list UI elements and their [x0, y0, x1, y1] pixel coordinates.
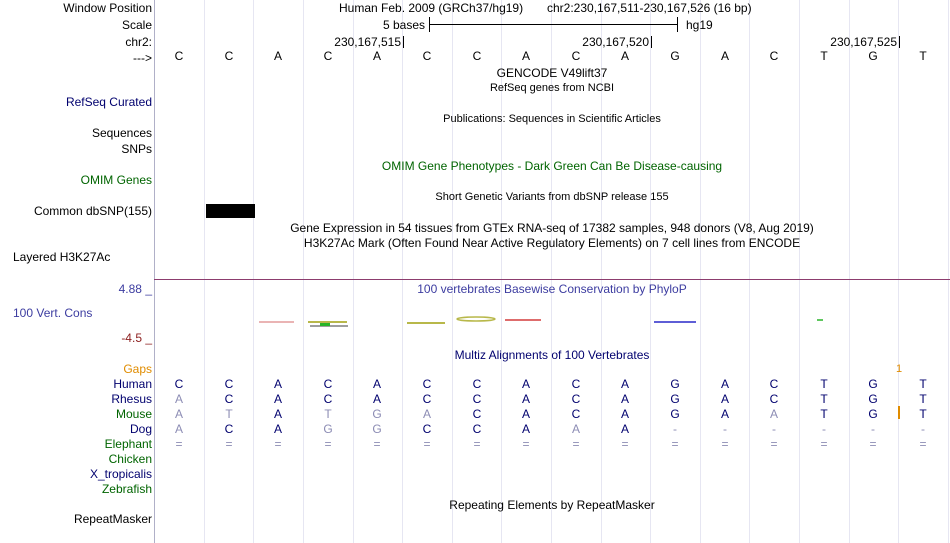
- aligned-base: C: [422, 377, 432, 391]
- aligned-base: A: [720, 377, 730, 391]
- base-letter: A: [720, 49, 730, 63]
- aligned-base: A: [273, 407, 283, 421]
- base-letter: T: [919, 49, 927, 63]
- cons-max-label: 4.88 _: [118, 282, 152, 296]
- aligned-base: A: [273, 422, 283, 436]
- aligned-base: G: [323, 422, 333, 436]
- aligned-base: C: [472, 392, 482, 406]
- base-letter: A: [620, 49, 630, 63]
- layered-h3k27ac-label[interactable]: Layered H3K27Ac: [13, 250, 111, 264]
- aligned-base: G: [868, 407, 878, 421]
- aligned-base: A: [571, 422, 581, 436]
- aligned-base: T: [820, 407, 828, 421]
- aligned-base: A: [273, 377, 283, 391]
- aligned-base: =: [869, 437, 877, 451]
- gencode-track-title[interactable]: GENCODE V49lift37: [496, 66, 608, 80]
- position-tick-1: 230,167,515: [334, 35, 401, 49]
- aligned-base: =: [820, 437, 828, 451]
- aligned-base: G: [868, 392, 878, 406]
- aligned-base: G: [670, 407, 680, 421]
- aligned-base: C: [174, 377, 184, 391]
- aligned-base: =: [423, 437, 431, 451]
- aligned-base: A: [521, 392, 531, 406]
- aligned-base: -: [772, 422, 776, 436]
- alignment-glyph-olive-2: [457, 317, 495, 321]
- species-label[interactable]: Human: [113, 377, 152, 391]
- scale-db-label: hg19: [686, 18, 713, 32]
- gaps-marker: 1: [896, 363, 903, 375]
- aligned-base: =: [919, 437, 927, 451]
- aligned-base: -: [871, 422, 875, 436]
- aligned-base: C: [422, 422, 432, 436]
- aligned-base: A: [769, 407, 779, 421]
- aligned-base: =: [473, 437, 481, 451]
- aligned-base: C: [422, 392, 432, 406]
- species-label[interactable]: X_tropicalis: [89, 467, 152, 481]
- aligned-base: =: [621, 437, 629, 451]
- omim-track-title[interactable]: OMIM Gene Phenotypes - Dark Green Can Be Disease-causing: [381, 159, 723, 173]
- chrom-label: chr2:: [125, 35, 152, 49]
- aligned-base: C: [571, 407, 581, 421]
- aligned-base: C: [224, 377, 234, 391]
- repeatmasker-label[interactable]: RepeatMasker: [73, 512, 152, 526]
- aligned-base: C: [224, 392, 234, 406]
- aligned-base: A: [521, 422, 531, 436]
- aligned-base: G: [670, 377, 680, 391]
- snps-label[interactable]: SNPs: [121, 142, 152, 156]
- gtex-track-title[interactable]: Gene Expression in 54 tissues from GTEx RNA-seq of 17382 samples, 948 donors (V8, Aug 2019): [290, 221, 814, 235]
- dbsnp-track-title[interactable]: Short Genetic Variants from dbSNP release 155: [435, 191, 669, 203]
- multiz-track-title[interactable]: Multiz Alignments of 100 Vertebrates: [454, 348, 650, 362]
- aligned-base: C: [571, 392, 581, 406]
- species-label[interactable]: Mouse: [115, 407, 152, 421]
- aligned-base: C: [323, 392, 333, 406]
- gap-tick: [898, 406, 900, 419]
- aligned-base: A: [521, 407, 531, 421]
- phylop-track-title[interactable]: 100 vertebrates Basewise Conservation by PhyloP: [417, 282, 687, 296]
- strand-arrow-label: --->: [133, 51, 152, 65]
- base-letter: T: [820, 49, 828, 63]
- base-letter: C: [224, 49, 234, 63]
- base-letter: C: [174, 49, 184, 63]
- aligned-base: T: [225, 407, 233, 421]
- aligned-base: =: [522, 437, 530, 451]
- repeatmasker-track-title[interactable]: Repeating Elements by RepeatMasker: [449, 498, 655, 512]
- refseq-track-title[interactable]: RefSeq genes from NCBI: [489, 82, 615, 94]
- aligned-base: =: [324, 437, 332, 451]
- base-letter: C: [472, 49, 482, 63]
- aligned-base: A: [521, 377, 531, 391]
- aligned-base: G: [670, 392, 680, 406]
- aligned-base: T: [919, 407, 927, 421]
- aligned-base: T: [919, 377, 927, 391]
- aligned-base: =: [671, 437, 679, 451]
- aligned-base: G: [372, 407, 382, 421]
- species-label[interactable]: Rhesus: [111, 392, 152, 406]
- aligned-base: =: [572, 437, 580, 451]
- aligned-base: C: [472, 422, 482, 436]
- aligned-base: C: [224, 422, 234, 436]
- aligned-base: =: [274, 437, 282, 451]
- position-tick-2: 230,167,520: [582, 35, 649, 49]
- base-letter: A: [372, 49, 382, 63]
- aligned-base: A: [620, 422, 630, 436]
- position-tick-3: 230,167,525: [830, 35, 897, 49]
- aligned-base: T: [820, 377, 828, 391]
- aligned-base: A: [422, 407, 432, 421]
- publications-track-title[interactable]: Publications: Sequences in Scientific Articles: [443, 113, 661, 125]
- species-label[interactable]: Chicken: [108, 452, 152, 466]
- species-label[interactable]: Dog: [129, 422, 152, 436]
- base-letter: A: [521, 49, 531, 63]
- aligned-base: A: [174, 392, 184, 406]
- assembly-label: Human Feb. 2009 (GRCh37/hg19): [339, 1, 524, 15]
- sequences-label[interactable]: Sequences: [91, 126, 152, 140]
- aligned-base: A: [720, 392, 730, 406]
- aligned-base: =: [770, 437, 778, 451]
- aligned-base: T: [820, 392, 828, 406]
- aligned-base: A: [620, 392, 630, 406]
- gaps-label[interactable]: Gaps: [123, 362, 152, 376]
- aligned-base: C: [472, 377, 482, 391]
- base-letter: C: [571, 49, 581, 63]
- aligned-base: A: [174, 422, 184, 436]
- aligned-base: A: [372, 377, 382, 391]
- aligned-base: A: [372, 392, 382, 406]
- species-label[interactable]: Zebrafish: [101, 482, 152, 496]
- window-position-label: Window Position: [63, 1, 152, 15]
- base-letter: G: [868, 49, 878, 63]
- omim-genes-label[interactable]: OMIM Genes: [80, 173, 152, 187]
- aligned-base: A: [273, 392, 283, 406]
- h3k27ac-track-title[interactable]: H3K27Ac Mark (Often Found Near Active Regulatory Elements) on 7 cell lines from ENCODE: [303, 236, 801, 250]
- aligned-base: A: [620, 407, 630, 421]
- aligned-base: T: [324, 407, 332, 421]
- base-letter: A: [273, 49, 283, 63]
- scale-text: 5 bases: [382, 18, 425, 32]
- common-dbsnp-label[interactable]: Common dbSNP(155): [33, 204, 152, 218]
- aligned-base: =: [373, 437, 381, 451]
- aligned-base: C: [769, 377, 779, 391]
- aligned-base: C: [571, 377, 581, 391]
- aligned-base: =: [175, 437, 183, 451]
- aligned-base: C: [769, 392, 779, 406]
- aligned-base: -: [822, 422, 826, 436]
- aligned-base: -: [723, 422, 727, 436]
- aligned-base: A: [174, 407, 184, 421]
- aligned-base: A: [620, 377, 630, 391]
- aligned-base: =: [721, 437, 729, 451]
- scale-label: Scale: [121, 18, 152, 32]
- refseq-curated-label[interactable]: RefSeq Curated: [65, 95, 152, 109]
- aligned-base: C: [472, 407, 482, 421]
- aligned-base: =: [225, 437, 233, 451]
- aligned-base: G: [372, 422, 382, 436]
- base-letter: G: [670, 49, 680, 63]
- aligned-base: -: [921, 422, 925, 436]
- base-letter: C: [323, 49, 333, 63]
- window-range-label[interactable]: chr2:230,167,511-230,167,526 (16 bp): [547, 1, 752, 15]
- base-letter: C: [422, 49, 432, 63]
- base-letter: C: [769, 49, 779, 63]
- alignment-glyph-green: [308, 322, 348, 326]
- aligned-base: -: [673, 422, 677, 436]
- vert-cons-label[interactable]: 100 Vert. Cons: [13, 306, 93, 320]
- aligned-base: C: [323, 377, 333, 391]
- species-label[interactable]: Elephant: [104, 437, 152, 451]
- cons-min-label: -4.5 _: [121, 331, 152, 345]
- aligned-base: G: [868, 377, 878, 391]
- aligned-base: A: [720, 407, 730, 421]
- aligned-base: T: [919, 392, 927, 406]
